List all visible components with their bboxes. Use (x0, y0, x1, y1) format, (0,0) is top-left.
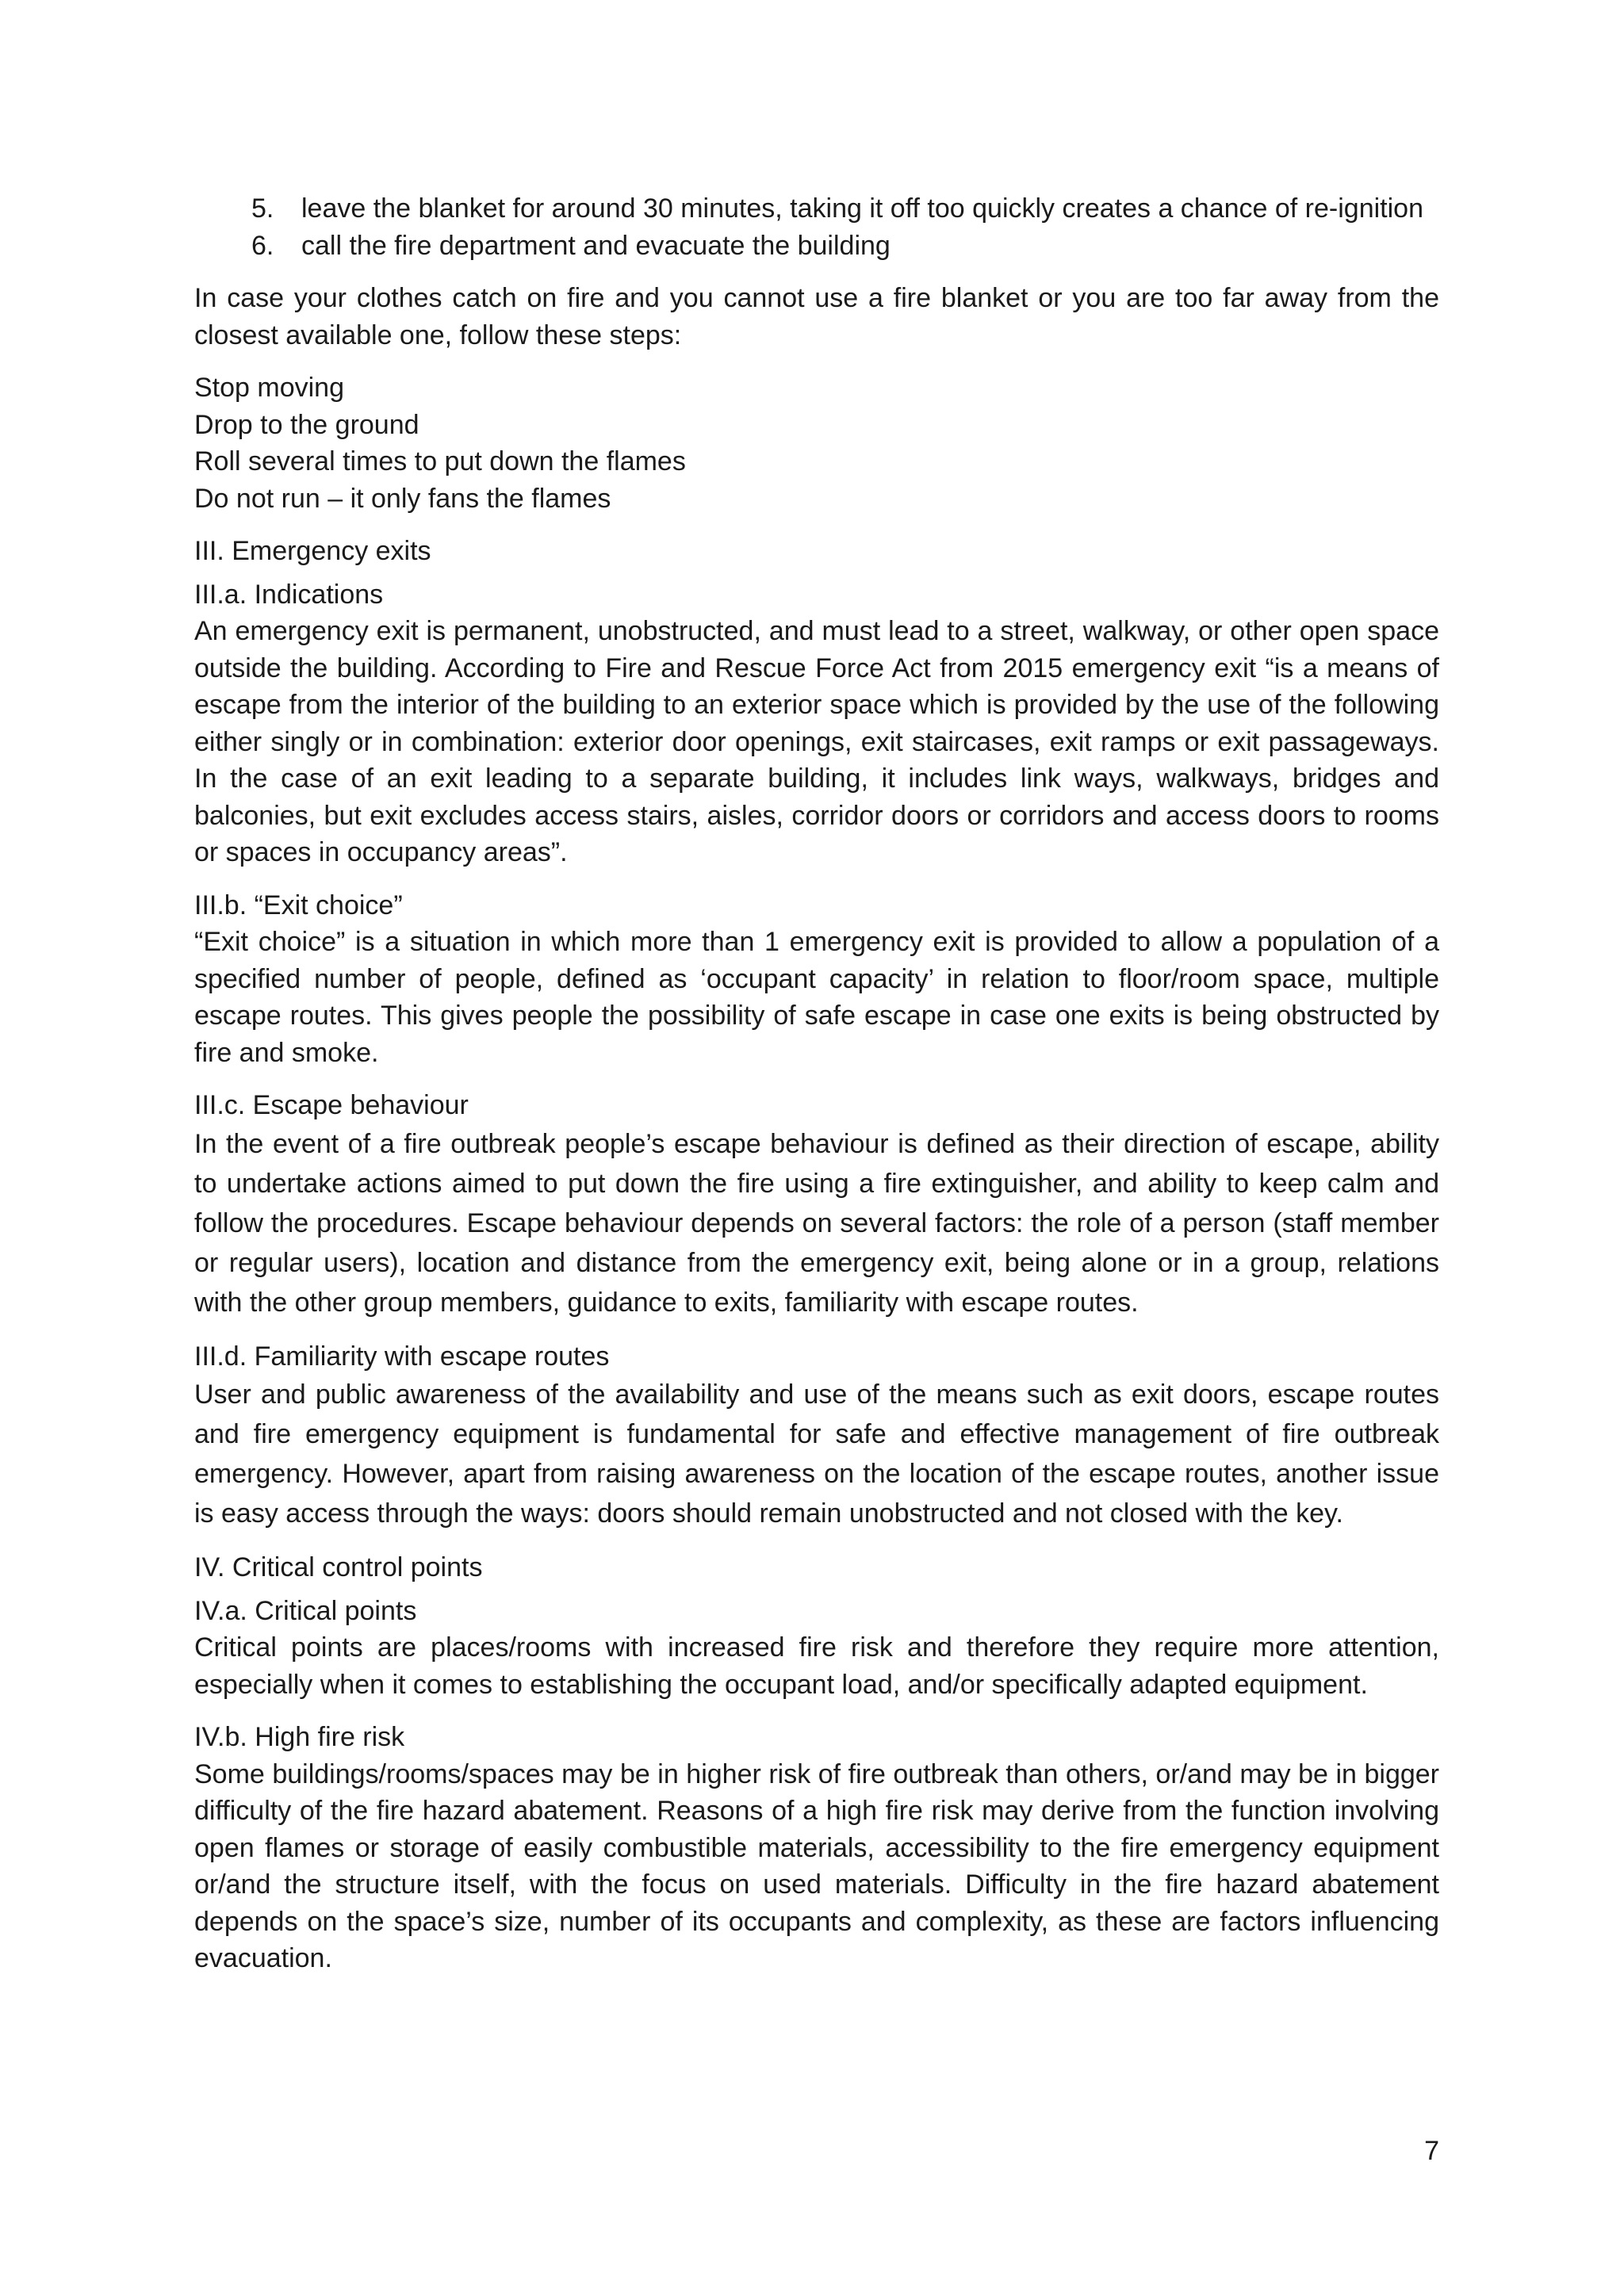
list-item-text: leave the blanket for around 30 minutes, taking it off too quickly creates a chance of re-ignition (301, 193, 1423, 224)
step-line: Roll several times to put down the flames (194, 446, 686, 476)
subsection-paragraph: An emergency exit is permanent, unobstructed, and must lead to a street, walkway, or other open space outside the building. According to Fire and Rescue Force Act from 2015 emergency exit “is a means of escape from the interior of the building to an exterior space which is provided by the use of the following either singly or in combination: exterior door openings, exit staircases, exit ramps or exit passageways. In the case of an exit leading to a separate building, it includes link ways, walkways, bridges and balconies, but exit excludes access stairs, aisles, corridor doors or corridors and access doors to rooms or spaces in occupancy areas”. (194, 616, 1439, 867)
subsection-heading: III.d. Familiarity with escape routes (194, 1341, 610, 1372)
document-body (194, 190, 1439, 1993)
subsection-paragraph: “Exit choice” is a situation in which more than 1 emergency exit is provided to allow a population of a specified number of people, defined as ‘occupant capacity’ in relation to floor/room space, multiple escape routes. This gives people the possibility of safe escape in case one exits is being obstructed by fire and smoke. (194, 927, 1439, 1068)
subsection-heading: III.c. Escape behaviour (194, 1090, 469, 1120)
step-line: Drop to the ground (194, 409, 419, 440)
clothes-fire-steps (194, 369, 1439, 517)
list-item (194, 228, 1439, 265)
step-line: Do not run – it only fans the flames (194, 483, 611, 514)
subsection-paragraph: Some buildings/rooms/spaces may be in higher risk of fire outbreak than others, or/and may be in bigger difficulty of the fire hazard abatement. Reasons of a high fire risk may derive from the function involving open flames or storage of easily combustible materials, accessibility to the fire emergency equipment or/and the structure itself, with the focus on used materials. Difficulty in the fire hazard abatement depends on the space’s size, number of its occupants and complexity, as these are factors influencing evacuation. (194, 1758, 1439, 1973)
intro-paragraph: In case your clothes catch on fire and you cannot use a fire blanket or you are too far away from the closest available one, follow these steps: (194, 283, 1439, 350)
subsection-paragraph: User and public awareness of the availability and use of the means such as exit doors, escape routes and fire emergency equipment is fundamental for safe and effective management of fire outbreak emergency. However, apart from raising awareness on the location of the escape routes, another issue is easy access through the ways: doors should remain unobstructed and not closed with the key. (194, 1380, 1439, 1529)
numbered-list (194, 190, 1439, 264)
subsection-paragraph: Critical points are places/rooms with increased fire risk and therefore they require more attention, especially when it comes to establishing the occupant load, and/or specifically adapted equipment. (194, 1632, 1439, 1700)
subsection-paragraph: In the event of a fire outbreak people’s escape behaviour is defined as their direction of escape, ability to undertake actions aimed to put down the fire using a fire extinguisher, and ability to keep calm and follow the procedures. Escape behaviour depends on several factors: the role of a person (staff member or regular users), location and distance from the emergency exit, being alone or in a group, relations with the other group members, guidance to exits, familiarity with escape routes. (194, 1128, 1439, 1318)
subsection-heading: IV.a. Critical points (194, 1595, 417, 1626)
list-item-text: call the fire department and evacuate the building (301, 230, 891, 261)
list-item (194, 190, 1439, 228)
subsection-heading: III.b. “Exit choice” (194, 890, 403, 920)
section-heading: III. Emergency exits (194, 536, 431, 566)
step-line: Stop moving (194, 373, 344, 403)
list-item-number: 6. (251, 230, 274, 261)
subsection-heading: IV.b. High fire risk (194, 1722, 405, 1752)
list-item-number: 5. (251, 193, 274, 224)
page-number: 7 (1424, 2136, 1439, 2166)
subsection-heading: III.a. Indications (194, 579, 384, 610)
section-heading: IV. Critical control points (194, 1552, 483, 1582)
